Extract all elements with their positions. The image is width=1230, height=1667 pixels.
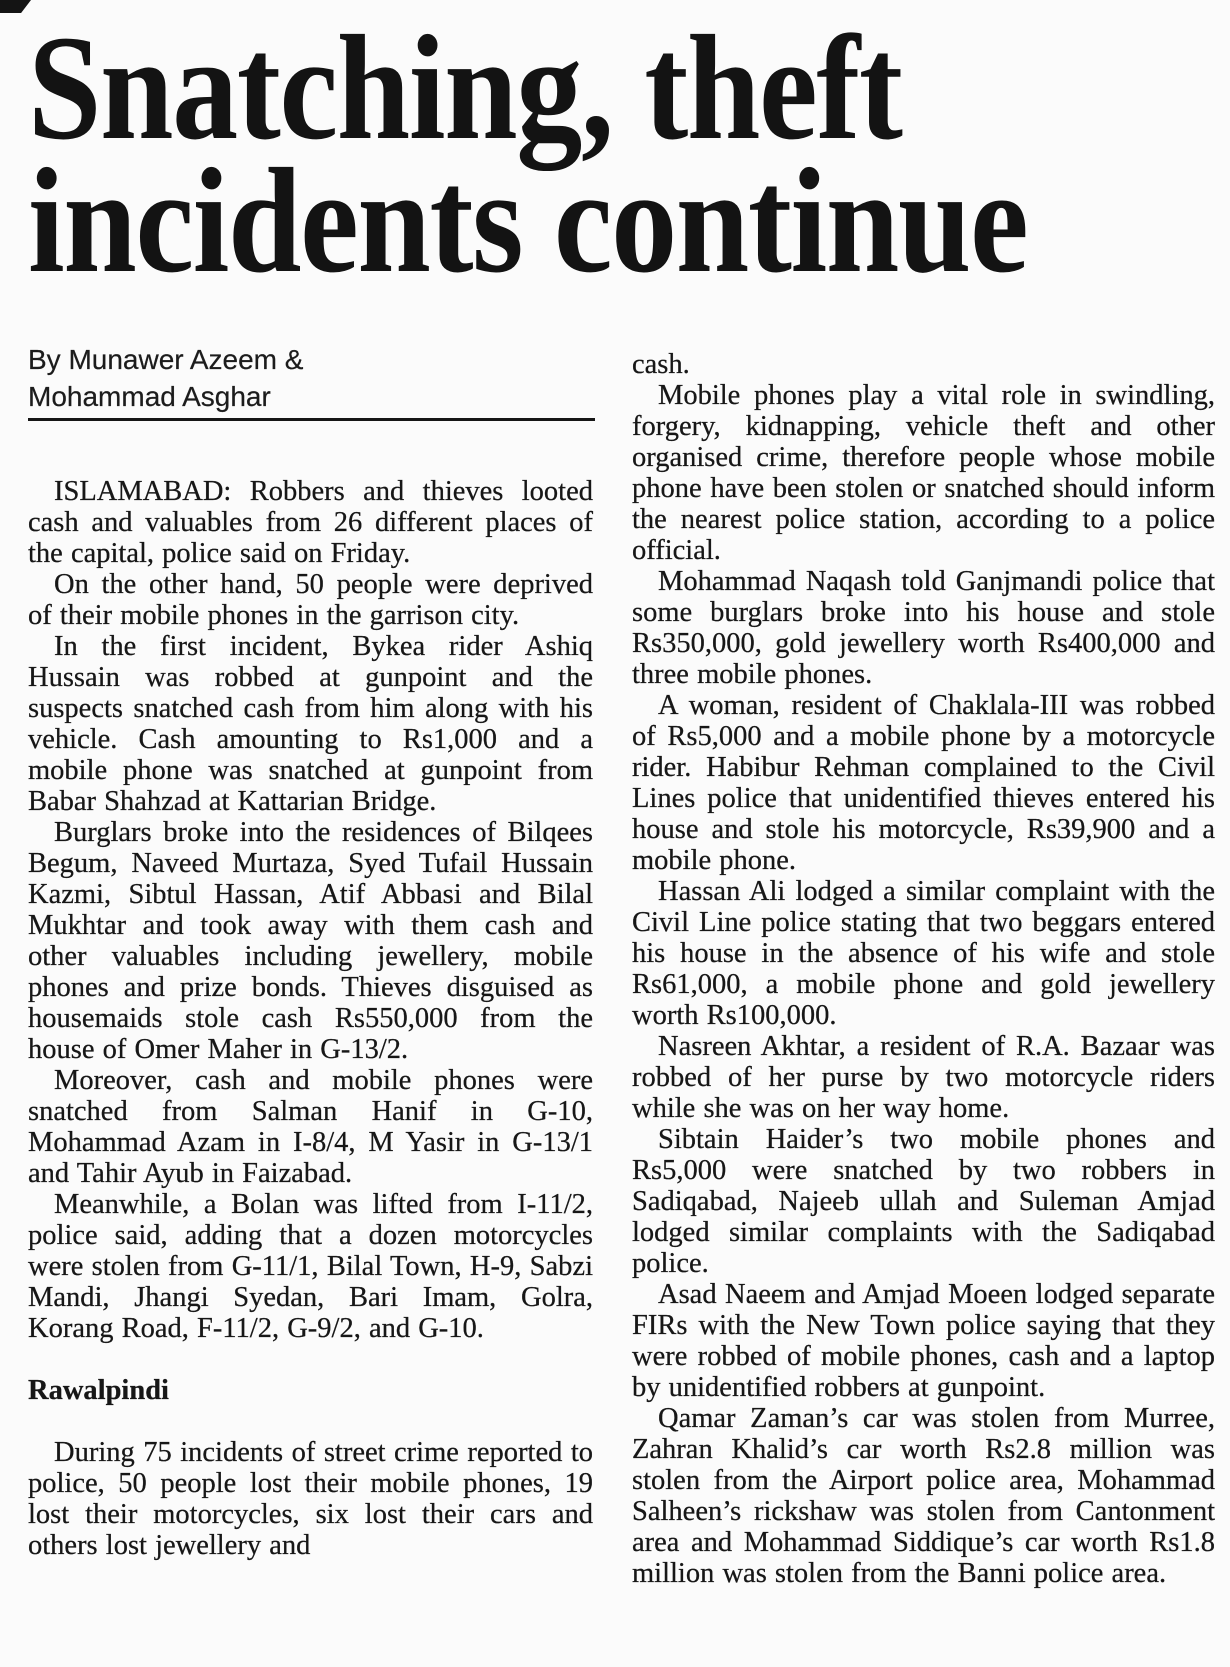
byline-line-1: By Munawer Azeem & — [28, 344, 304, 375]
article-paragraph: In the first incident, Bykea rider Ashiq Hussain was robbed at gunpoint and the suspects snatched cash from him along with his vehicle. Cash amounting to Rs1,000 and a mobile phone was snatched at gunpoint from Babar Shahzad at Kattarian Bridge. — [28, 631, 593, 817]
article-headline — [28, 5, 1164, 304]
headline-line-2: incidents continue — [28, 138, 1028, 304]
article-paragraph: Mohammad Naqash told Ganjmandi police that some burglars broke into his house and stole Rs350,000, gold jewellery worth Rs400,000 and three mobile phones. — [632, 566, 1215, 690]
article-paragraph: A woman, resident of Chaklala-III was robbed of Rs5,000 and a mobile phone by a motorcycle rider. Habibur Rehman complained to the Civil Lines police that unidentified thieves entered his house and stole his motorcycle, Rs39,900 and a mobile phone. — [632, 690, 1215, 876]
article-paragraph: Qamar Zaman’s car was stolen from Murree, Zahran Khalid’s car worth Rs2.8 million was stolen from the Airport police area, Mohammad Salheen’s rickshaw was stolen from Cantonment area and Mohammad Siddique’s car worth Rs1.8 million was stolen from the Banni police area. — [632, 1403, 1215, 1589]
headline-line-1: Snatching, theft — [28, 5, 902, 171]
rawalpindi-section — [28, 1437, 593, 1561]
section-subhead-rawalpindi: Rawalpindi — [28, 1375, 169, 1406]
article-paragraph: Hassan Ali lodged a similar complaint with the Civil Line police stating that two beggars entered his house in the absence of his wife and stole Rs61,000, a mobile phone and gold jewellery worth Rs100,000. — [632, 876, 1215, 1031]
byline-line-2: Mohammad Asghar — [28, 381, 271, 412]
article-paragraph: Burglars broke into the residences of Bilqees Begum, Naveed Murtaza, Syed Tufail Hussain Kazmi, Sibtul Hassan, Atif Abbasi and Bilal Mukhtar and took away with them cash and other valuables including jewellery, mobile phones and prize bonds. Thieves disguised as housemaids stole cash Rs550,000 from the house of Omer Maher in G-13/2. — [28, 817, 593, 1065]
article-column-left — [28, 476, 593, 1561]
article-paragraph: Meanwhile, a Bolan was lifted from I-11/2, police said, adding that a dozen motorcycles were stolen from G-11/1, Bilal Town, H-9, Sabzi Mandi, Jhangi Syedan, Bari Imam, Golra, Korang Road, F-11/2, G-9/2, and G-10. — [28, 1189, 593, 1344]
article-column-right — [632, 349, 1215, 1589]
article-paragraph: During 75 incidents of street crime reported to police, 50 people lost their mobile phones, 19 lost their motorcycles, six lost their cars and others lost jewellery and — [28, 1437, 593, 1561]
article-paragraph: Sibtain Haider’s two mobile phones and Rs5,000 were snatched by two robbers in Sadiqabad, Najeeb ullah and Suleman Amjad lodged similar complaints with the Sadiqabad police. — [632, 1124, 1215, 1279]
article-paragraph: Nasreen Akhtar, a resident of R.A. Bazaar was robbed of her purse by two motorcycle riders while she was on her way home. — [632, 1031, 1215, 1124]
byline — [28, 341, 594, 415]
scan-artifact-mark — [0, 0, 31, 13]
article-paragraph: Asad Naeem and Amjad Moeen lodged separate FIRs with the New Town police saying that they were robbed of mobile phones, cash and a laptop by unidentified robbers at gunpoint. — [632, 1279, 1215, 1403]
right-column-paragraphs — [632, 349, 1215, 1589]
article-paragraph: cash. — [632, 349, 690, 380]
article-paragraph: On the other hand, 50 people were deprived of their mobile phones in the garrison city. — [28, 569, 593, 631]
islamabad-section — [28, 476, 593, 1344]
article-paragraph: Moreover, cash and mobile phones were snatched from Salman Hanif in G-10, Mohammad Azam in I-8/4, M Yasir in G-13/1 and Tahir Ayub in Faizabad. — [28, 1065, 593, 1189]
article-paragraph: Mobile phones play a vital role in swindling, forgery, kidnapping, vehicle theft and other organised crime, therefore people whose mobile phone have been stolen or snatched should inform the nearest police station, according to a police official. — [632, 380, 1215, 566]
article-paragraph: ISLAMABAD: Robbers and thieves looted cash and valuables from 26 different places of the capital, police said on Friday. — [28, 476, 593, 569]
byline-rule — [28, 418, 595, 421]
